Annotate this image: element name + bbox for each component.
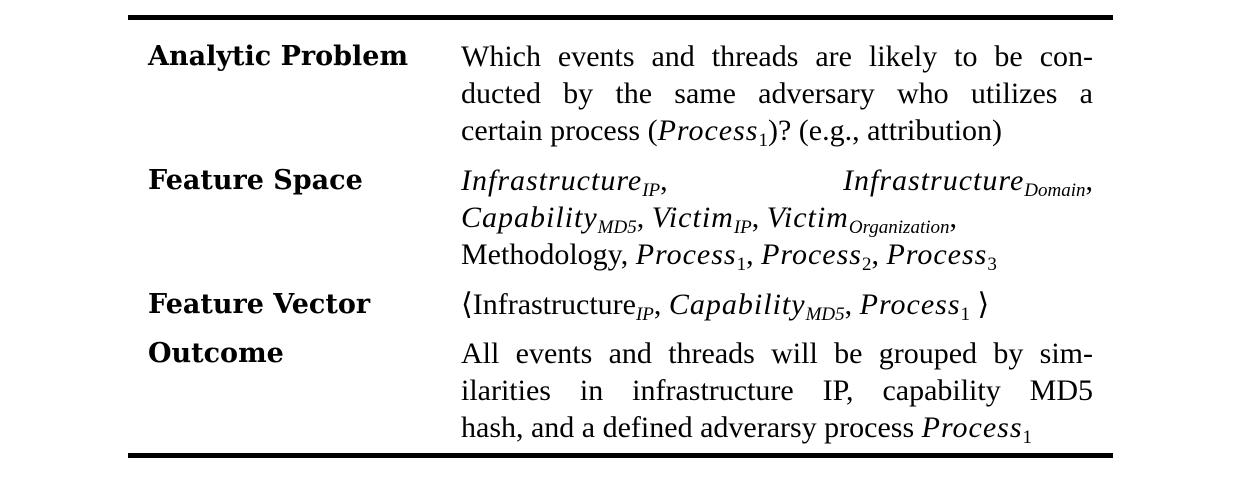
math-variable: Capability [668, 288, 806, 321]
text-line: ilarities in infrastructure IP, capability MD5 [461, 374, 1093, 407]
angle-bracket-open: ⟨ [461, 288, 473, 321]
text-line: Which events and threads are likely to be con- [461, 40, 1093, 73]
math-subscript: IP [733, 217, 752, 238]
text-line: All events and threads will be grouped by sim- [461, 337, 1093, 370]
row-label-feature-space: Feature Space [148, 165, 363, 196]
text-line: Methodology, Process$_1$, Process$_2$, Process$_3$ [461, 238, 997, 275]
text-line: ducted by the same adversary who utilizes a [461, 77, 1093, 110]
row-label-outcome: Outcome [148, 338, 284, 369]
row-content-outcome [461, 335, 1093, 446]
math-variable: Capability [461, 201, 598, 234]
text-line [461, 409, 1093, 446]
math-subscript: 2 [861, 254, 872, 275]
text-fragment: )? (e.g., attribution) [767, 114, 1003, 147]
math-variable: Process [657, 114, 759, 147]
math-subscript: 1 [758, 130, 768, 151]
math-variable: Process [921, 411, 1023, 444]
text-fragment: certain process ( [461, 114, 658, 147]
math-variable: Victim [651, 201, 734, 234]
math-subscript: MD5 [597, 217, 637, 238]
math-variable: Infrastructure [461, 164, 643, 197]
math-subscript: IP [635, 304, 654, 325]
math-variable: Victim [766, 201, 849, 234]
row-content-feature-space [461, 162, 1093, 273]
math-subscript: Organization [848, 217, 950, 238]
math-subscript: 3 [987, 254, 997, 275]
text-line: ⟨Infrastructure$_{IP}$, Capability$_{MD5}$, Process$_1$ ⟩ [461, 288, 990, 325]
math-subscript: MD5 [805, 304, 845, 325]
math-variable: Process [859, 288, 961, 321]
math-variable: Process [761, 238, 862, 271]
math-subscript: IP [642, 180, 661, 201]
math-subscript: Domain [1024, 180, 1086, 201]
text-fragment: Infrastructure [472, 288, 636, 321]
math-variable: Process [886, 238, 988, 271]
angle-bracket-close: ⟩ [970, 288, 990, 321]
math-variable: Process [635, 238, 737, 271]
math-subscript: 1 [1022, 427, 1033, 448]
text-line [461, 162, 1093, 199]
text-line [461, 112, 1093, 149]
row-content-feature-vector [461, 286, 1093, 323]
row-label-feature-vector: Feature Vector [148, 289, 371, 320]
text-fragment: Methodology [461, 238, 621, 271]
row-label-analytic-problem: Analytic Problem [148, 41, 409, 72]
text-line: Capability$_{MD5}$, Victim$_{IP}$, Victim$_{Organization}$, [461, 201, 957, 238]
math-subscript: 1 [960, 304, 971, 325]
math-variable: Infrastructure [843, 164, 1025, 197]
text-fragment: hash, and a defined adverarsy process [461, 411, 922, 444]
math-term: Infrastructure$_{IP}$, [461, 164, 668, 201]
row-content-analytic-problem [461, 38, 1093, 149]
math-subscript: 1 [736, 254, 747, 275]
table-bottom-rule [128, 453, 1113, 458]
math-term: Infrastructure$_{Domain}$, [843, 164, 1093, 201]
table-top-rule [128, 15, 1113, 20]
